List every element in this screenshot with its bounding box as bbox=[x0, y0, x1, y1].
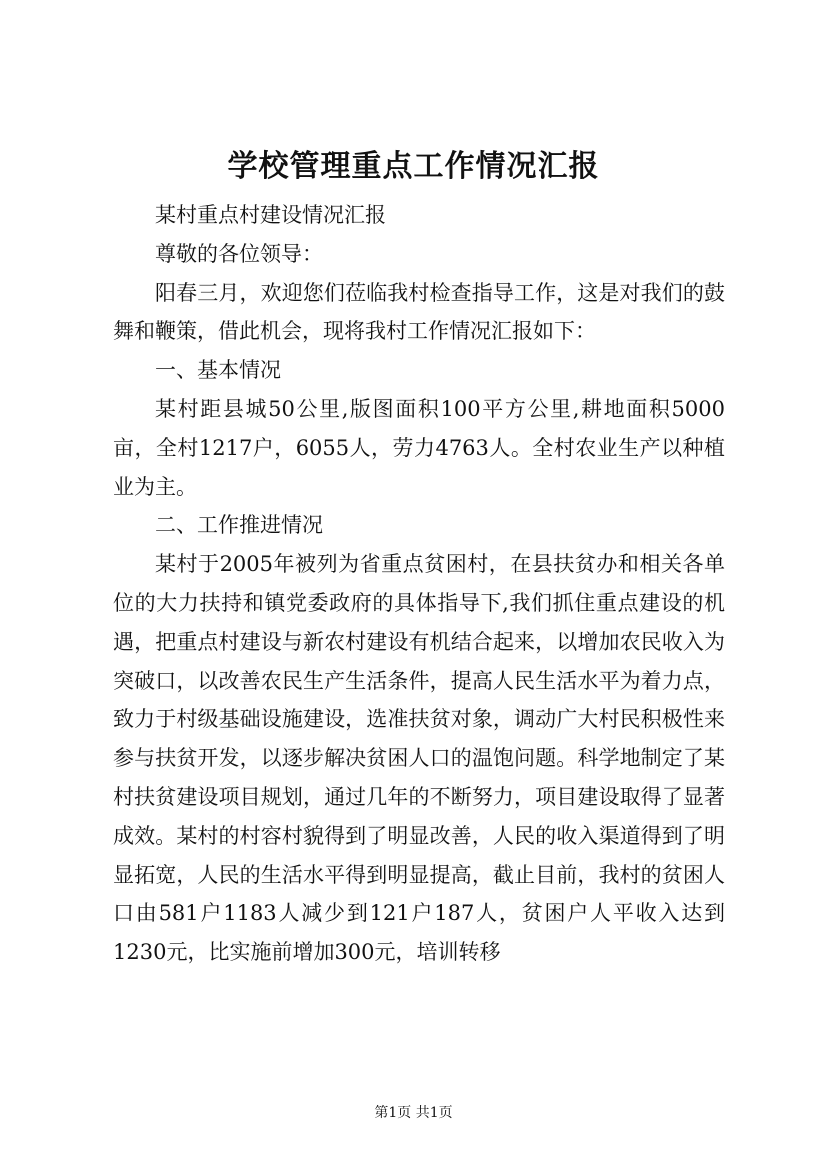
page-footer: 第1页 共1页 bbox=[374, 1105, 453, 1121]
basic-info-paragraph: 某村距县城50公里,版图面积100平方公里,耕地面积5000亩，全村1217户，6055人，劳力4763人。全村农业生产以种植业为主。 bbox=[113, 396, 725, 499]
section-heading-progress: 二、工作推进情况 bbox=[155, 513, 323, 538]
document-title: 学校管理重点工作情况汇报 bbox=[227, 149, 600, 184]
intro-paragraph: 阳春三月，欢迎您们莅临我村检查指导工作，这是对我们的鼓舞和鞭策，借此机会，现将我村工作情况汇报如下： bbox=[113, 280, 725, 344]
section-heading-basic: 一、基本情况 bbox=[155, 358, 281, 383]
salutation-paragraph: 尊敬的各位领导： bbox=[155, 241, 323, 266]
subtitle-paragraph: 某村重点村建设情况汇报 bbox=[155, 203, 386, 227]
progress-paragraph: 某村于2005年被列为省重点贫困村，在县扶贫办和相关各单位的大力扶持和镇党委政府的具体指导下,我们抓住重点建设的机遇，把重点村建设与新农村建设有机结合起来，以增加农民收入为突破口，以改善农民生产生活条件，提高人民生活水平为着力点，致力于村级基础设施建设，选准扶贫对象，调动广大村民积极性来参与扶贫开发，以逐步解决贫困人口的温饱问题。科学地制定了某村扶贫建设项目规划，通过几年的不断努力，项目建设取得了显著成效。某村的村容村貌得到了明显改善，人民的收入渠道得到了明显拓宽，人民的生活水平得到明显提高，截止目前，我村的贫困人口由581户1183人减少到121户187人，贫困户人平收入达到1230元，比实施前增加300元，培训转移 bbox=[113, 552, 725, 965]
document-body bbox=[113, 196, 725, 972]
